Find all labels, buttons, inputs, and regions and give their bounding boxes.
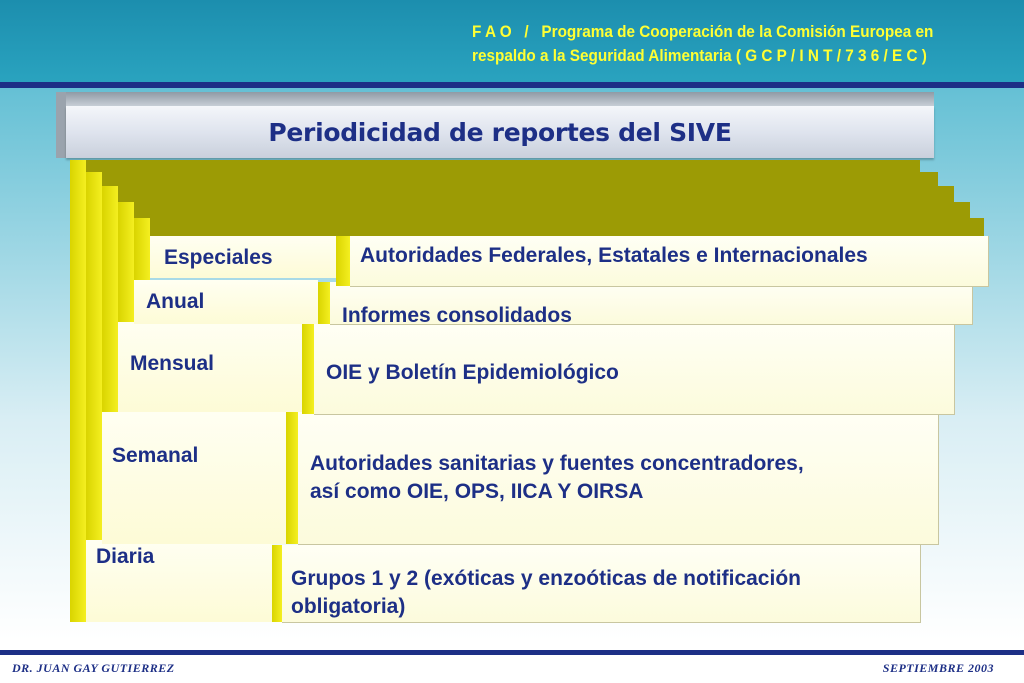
title-bar-top (56, 92, 934, 106)
recipients-semanal-line1: Autoridades sanitarias y fuentes concentradores, (310, 452, 804, 475)
panel-semanal-label (102, 412, 286, 544)
header-line-2: respaldo a la Seguridad Alimentaria ( G C P / I N T / 7 3 6 / E C ) (472, 46, 927, 65)
recipients-semanal-line2: así como OIE, OPS, IICA Y OIRSA (310, 480, 644, 503)
side-semanal (86, 172, 102, 540)
side-mensual-right (302, 324, 314, 414)
label-especiales: Especiales (164, 246, 273, 269)
recipients-semanal (310, 450, 804, 506)
side-especiales (134, 218, 150, 280)
side-mensual (102, 186, 118, 412)
side-anual (118, 202, 134, 322)
ledge-especiales (134, 218, 984, 236)
ledge-semanal (86, 172, 938, 186)
side-diaria-right (272, 545, 282, 622)
label-semanal: Semanal (112, 444, 199, 467)
label-diaria: Diaria (96, 545, 155, 568)
title-bar-side (56, 92, 66, 158)
label-mensual: Mensual (130, 352, 215, 375)
side-anual-right (318, 282, 330, 324)
recipients-diaria (291, 565, 801, 621)
label-anual: Anual (146, 290, 205, 313)
recipients-diaria-line2: obligatoria) (291, 595, 406, 618)
ledge-mensual (102, 186, 954, 202)
ledge-diaria-left (70, 160, 274, 172)
recipients-mensual: OIE y Boletín Epidemiológico (326, 361, 619, 384)
ledge-anual (118, 202, 970, 218)
header-line-1: F A O / Programa de Cooperación de la Comisión Europea en (472, 22, 934, 41)
side-especiales-right (336, 236, 350, 286)
footer-author: DR. JUAN GAY GUTIERREZ (12, 661, 175, 675)
slide-title: Periodicidad de reportes del SIVE (268, 117, 732, 147)
header-divider (0, 82, 1024, 88)
side-semanal-right (286, 412, 298, 544)
title-bar (66, 106, 934, 158)
ledge-diaria-right (274, 160, 920, 172)
header-text (472, 20, 976, 68)
recipients-especiales: Autoridades Federales, Estatales e Internacionales (360, 244, 868, 267)
footer-date: SEPTIEMBRE 2003 (882, 661, 994, 675)
recipients-anual: Informes consolidados (342, 304, 572, 327)
side-diaria (70, 160, 86, 622)
recipients-diaria-line1: Grupos 1 y 2 (exóticas y enzoóticas de notificación (291, 567, 801, 590)
